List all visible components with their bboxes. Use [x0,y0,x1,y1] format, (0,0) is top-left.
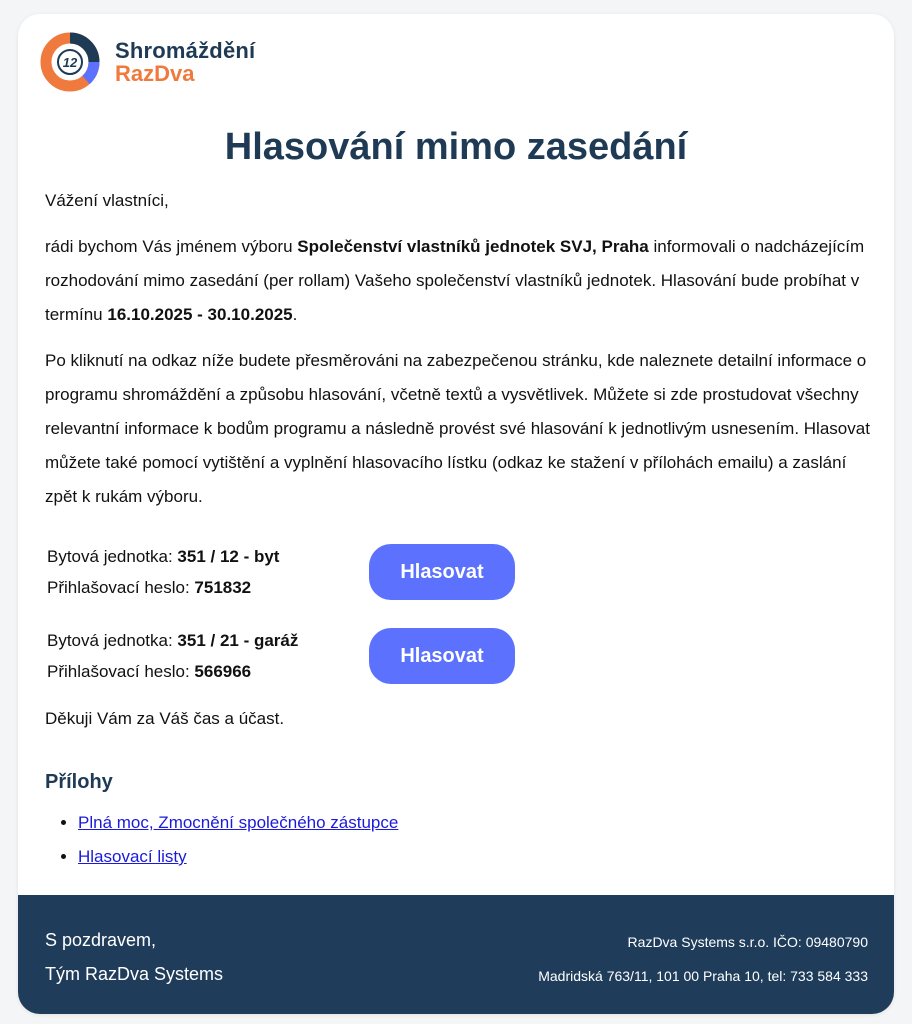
logo-line1: Shromáždění [115,37,256,63]
email-card [18,14,894,1014]
logo [40,32,255,92]
footer-company: RazDva Systems s.r.o. IČO: 09480790 [627,934,868,950]
intro-paragraph: rádi bychom Vás jménem výboru Společenství vlastníků jednotek SVJ, Praha informovali o nadcházejícím rozhodování mimo zasedání (per rollam) Vašeho společenství vlastníků jednotek. Hlasování bude probíhat v termínu 16.10.2025 - 30.10.2025. [45,237,865,324]
voting-period: 16.10.2025 - 30.10.2025 [107,305,293,324]
unit-info: Bytová jednotka: 351 / 12 - byt Přihlašovací heslo: 751832 [47,547,280,597]
logo-line2: RazDva [115,61,195,86]
footer-address: Madridská 763/11, 101 00 Praha 10, tel: 733 584 333 [538,968,868,984]
vote-button[interactable]: Hlasovat [369,544,515,600]
unit-row [47,625,515,687]
unit-number: 351 / 21 - garáž [177,631,299,650]
list-item [78,806,398,840]
unit-row [47,541,515,603]
login-password: 566966 [194,662,252,681]
list-item [78,840,398,874]
footer-team: Tým RazDva Systems [45,964,224,984]
unit-info: Bytová jednotka: 351 / 21 - garáž Přihlašovací heslo: 566966 [47,631,299,681]
footer [18,895,894,1014]
attachment-link-ballots[interactable]: Hlasovací listy [78,847,187,866]
footer-regards: S pozdravem, [45,930,157,950]
attachments-heading: Přílohy [45,771,113,793]
organization-name: Společenství vlastníků jednotek SVJ, Praha [297,237,649,256]
unit-number: 351 / 12 - byt [177,547,280,566]
page-title: Hlasování mimo zasedání [224,126,688,168]
attachment-link-power-of-attorney[interactable]: Plná moc, Zmocnění společného zástupce [78,813,399,832]
attachments-list [78,806,398,874]
logo-mark-text: 12 [62,55,78,70]
greeting: Vážení vlastníci, [45,191,169,210]
thanks-text: Děkuji Vám za Váš čas a účast. [45,709,285,728]
email-body [45,184,875,526]
vote-button[interactable]: Hlasovat [369,628,515,684]
instructions-paragraph: Po kliknutí na odkaz níže budete přesměrováni na zabezpečenou stránku, kde naleznete detailní informace o programu shromáždění a způsobu hlasování, včetně textů a vysvětlivek. Můžete si zde prostudovat všechny relevantní informace k bodům programu a následně provést své hlasování k jednotlivým usnesením. Hlasovat můžete také pomocí vytištění a vyplnění hlasovacího lístku (odkaz ke stažení v přílohách emailu) a zaslání zpět k rukám výboru. [45,351,870,506]
login-password: 751832 [194,578,252,597]
logo-mark-icon [40,32,100,92]
